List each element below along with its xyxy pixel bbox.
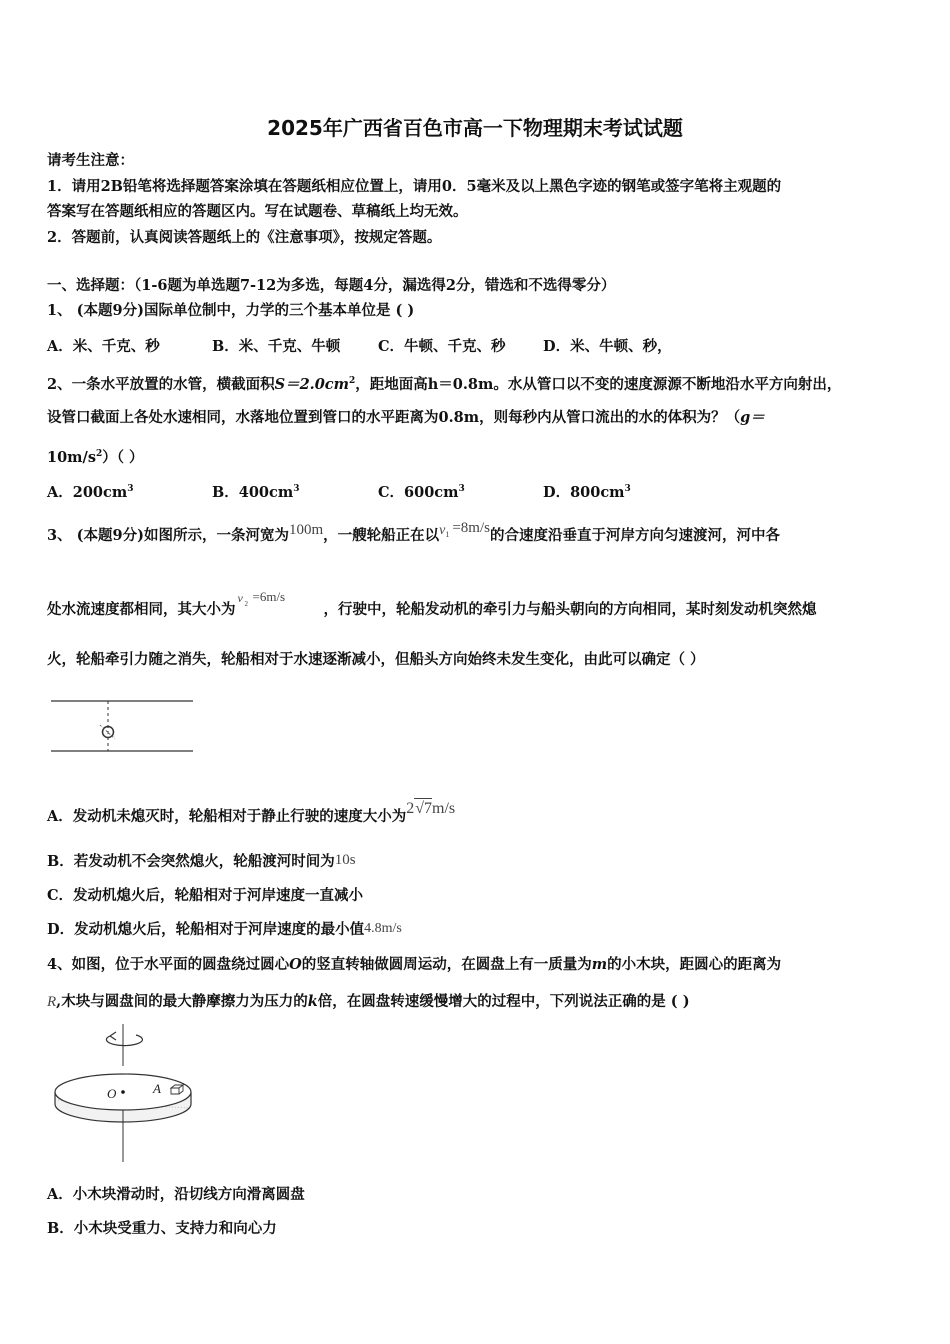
q4-text: 倍，在圆盘转速缓慢增大的过程中，下列说法正确的是 ( ) xyxy=(317,993,690,1010)
q2-area: S＝2.0cm xyxy=(274,375,349,393)
q3-option-a-radicand: 7 xyxy=(424,800,433,817)
disc-figure xyxy=(50,1022,200,1167)
notice-line-1: 1．请用2B铅笔将选择题答案涂填在答题纸相应位置上，请用0．5毫米及以上黑色字迹的钢笔或签字笔将主观题的 xyxy=(47,178,782,195)
q3-option-a xyxy=(47,800,456,827)
q4-mass-symbol: m xyxy=(591,956,608,973)
q2-option-d-exp: 3 xyxy=(624,484,631,494)
river-figure xyxy=(47,695,197,755)
q3-text: ，一艘轮船正在以 xyxy=(323,527,440,544)
q2-text: 2、一条水平放置的水管，横截面积 xyxy=(47,375,275,393)
arrowhead-icon xyxy=(110,1032,116,1040)
q2-text: ，距地面高 xyxy=(355,375,428,393)
notice-heading: 请考生注意： xyxy=(47,152,134,169)
sqrt-icon: √7 xyxy=(415,800,433,817)
q3-option-b-math: 10s xyxy=(334,852,356,868)
q4-line-2 xyxy=(47,992,690,1012)
q2-text: 设管口截面上各处水速相同，水落地位置到管口的水平距离为0.8m，则每秒内从管口流出的水的体积为？（ xyxy=(47,409,741,426)
q4-text: 的小木块，距圆心的距离为 xyxy=(607,956,782,973)
q3-text: ，行驶中，轮船发动机的牵引力与船头朝向的方向相同，某时刻发动机突然熄 xyxy=(323,601,817,618)
q2-line-3 xyxy=(47,444,144,468)
q2-option-a xyxy=(47,479,133,503)
q3-option-c: C．发动机熄火后，轮船相对于河岸速度一直减小 xyxy=(47,887,364,904)
q4-option-a: A．小木块滑动时，沿切线方向滑离圆盘 xyxy=(47,1186,305,1203)
q1-option-d: D．米、牛顿、秒， xyxy=(543,338,672,355)
q3-text: 处水流速度都相同，其大小为 xyxy=(47,601,236,618)
q3-v2-formula xyxy=(236,589,324,620)
q2-line-1 xyxy=(47,371,841,395)
q2-option-a-exp: 3 xyxy=(127,484,134,494)
q3-river-width: 100m xyxy=(288,522,324,538)
q3-v1-sub: 1 xyxy=(445,530,450,539)
q2-height: h＝0.8m xyxy=(427,375,494,393)
q1-option-c: C．牛顿、千克、秒 xyxy=(378,338,506,355)
q4-k-symbol: k xyxy=(307,993,318,1010)
section-heading: 一、选择题：（1-6题为单选题7-12为多选，每题4分，漏选得2分，错选和不选得零分） xyxy=(47,277,616,294)
q3-option-a-text: A．发动机未熄灭时，轮船相对于静止行驶的速度大小为 xyxy=(47,808,407,825)
q1-option-a: A．米、千克、秒 xyxy=(47,338,160,355)
wood-block-icon xyxy=(171,1085,183,1094)
q4-line-1 xyxy=(47,955,781,975)
q4-center-symbol: O xyxy=(289,956,302,973)
notice-line-2: 答案写在答题纸相应的答题区内。写在试题卷、草稿纸上均无效。 xyxy=(47,203,468,220)
q3-option-a-math xyxy=(406,800,455,817)
q2-option-b-text: B．400cm xyxy=(212,483,294,501)
q1-option-b: B．米、千克、牛顿 xyxy=(212,338,341,355)
q3-v1-symbol: v xyxy=(439,523,446,538)
page-title: 2025年广西省百色市高一下物理期末考试试题 xyxy=(267,116,683,140)
q3-option-d xyxy=(47,920,402,941)
q3-option-a-coef: 2 xyxy=(406,800,415,817)
q2-blank: ）（ ） xyxy=(102,448,144,466)
q3-v2-symbol: v xyxy=(237,591,243,605)
q2-option-d-text: D．800cm xyxy=(543,483,625,501)
q2-gravity-value: 10m/s xyxy=(47,448,96,466)
q2-option-c-text: C．600cm xyxy=(378,483,459,501)
q3-option-b xyxy=(47,852,356,872)
q4-radius-symbol: R xyxy=(47,994,57,1010)
q3-v2-sub: 2 xyxy=(244,600,248,608)
q2-option-d xyxy=(543,479,631,503)
q3-line-2 xyxy=(47,589,817,620)
q3-option-b-text: B．若发动机不会突然熄火，轮船渡河时间为 xyxy=(47,853,335,870)
notice-line-3: 2．答题前，认真阅读答题纸上的《注意事项》，按规定答题。 xyxy=(47,229,442,246)
q3-text: 3、 (本题9分)如图所示，一条河宽为 xyxy=(47,527,289,544)
label-A: A xyxy=(153,1081,161,1096)
q3-line-1 xyxy=(47,520,780,548)
q3-v1-value: =8m/s xyxy=(452,520,490,536)
q3-line-3: 火，轮船牵引力随之消失，轮船相对于水速逐渐减小，但船头方向始终未发生变化，由此可以确定（ ） xyxy=(47,651,705,668)
center-point xyxy=(121,1090,125,1094)
q2-line-2 xyxy=(47,408,765,428)
q4-option-b: B．小木块受重力、支持力和向心力 xyxy=(47,1220,277,1237)
q2-text: 。水从管口以不变的速度源源不断地沿水平方向射出， xyxy=(493,375,842,393)
q2-gravity: g＝ xyxy=(740,409,765,426)
q3-option-d-text: D．发动机熄火后，轮船相对于河岸速度的最小值 xyxy=(47,921,365,938)
q3-option-d-math: 4.8m/s xyxy=(364,921,402,936)
q3-v2-value: =6m/s xyxy=(252,589,286,604)
q2-option-a-text: A．200cm xyxy=(47,483,128,501)
q1-stem: 1、 (本题9分)国际单位制中，力学的三个基本单位是 ( ) xyxy=(47,302,415,319)
q2-gravity-exp: 2 xyxy=(95,449,103,459)
q4-text: 4、如图，位于水平面的圆盘绕过圆心 xyxy=(47,956,290,973)
figure-label: · xyxy=(113,734,115,740)
q3-option-a-unit: m/s xyxy=(432,800,456,817)
q3-text: 的合速度沿垂直于河岸方向匀速渡河，河中各 xyxy=(489,527,780,544)
q4-text: ,木块与圆盘间的最大静摩擦力为压力的 xyxy=(56,993,308,1010)
q2-area-exp: 2 xyxy=(348,376,356,386)
q2-option-c-exp: 3 xyxy=(458,484,465,494)
q2-option-c xyxy=(378,479,465,503)
q2-option-b xyxy=(212,479,299,503)
label-O: O xyxy=(107,1086,117,1101)
q2-option-b-exp: 3 xyxy=(293,484,300,494)
q4-text: 的竖直转轴做圆周运动，在圆盘上有一质量为 xyxy=(301,956,592,973)
